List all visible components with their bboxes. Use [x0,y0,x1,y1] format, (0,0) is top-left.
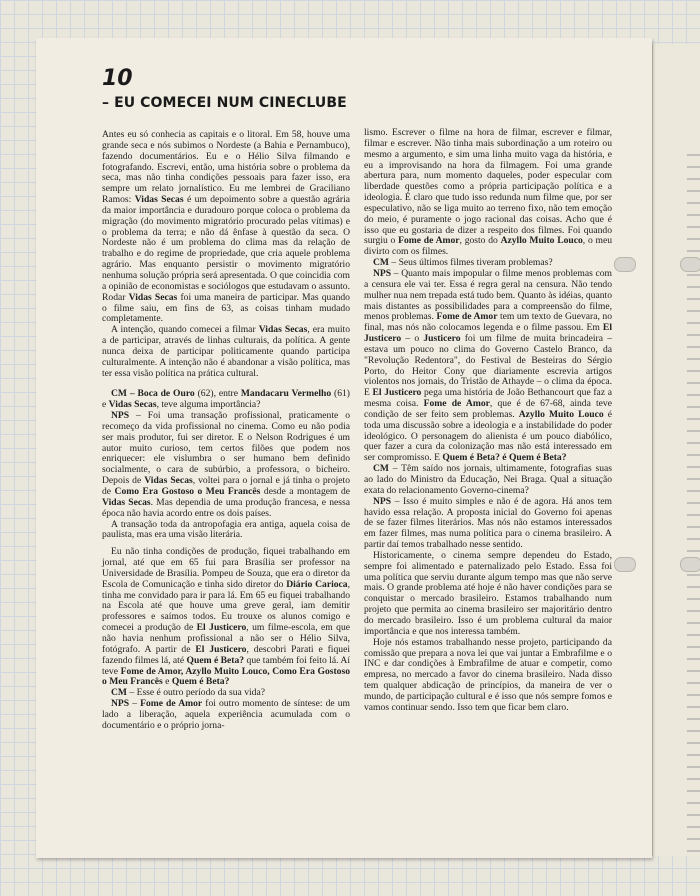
text-run: e [162,676,172,688]
bold-text: Fome de Amor [140,698,203,710]
text-run: A transação toda da antropofagia era antiga, aquela coisa de paulista, mas era uma visão literária. [102,518,350,541]
bold-text: Fome de Amor, Azyllo Muito Louco, Como Era Gostoso o Meu Francês [102,665,350,688]
adjacent-page-edge [652,44,700,856]
text-run: , voltei para o jornal e já tinha o projeto de [102,475,350,497]
text-run: , gosto do [459,235,501,247]
bold-text: Fome de Amor [436,311,498,323]
text-run: Eu não tinha condições de produção, fiquei trabalhando em jornal, até que em 65 fui para Brasília ser professor na Universidade de Brasília. Pompeu de Souza, que era o diretor da Escola de Comunicação e tinha sido diretor do [102,546,350,590]
text-run: foi um filme de muita brincadeira – estava um pouco no clima do Governo Castelo Branco, da "Revolução Redentora", do Festival de Besteiras do Sérgio Porto, do Heitor Cony que diariamente escrevia artigos violentos nos jornais, do Tristão de Athayde – o clima da época. E [364,333,613,399]
bold-text: El Justicero [196,622,247,634]
article-title: – EU COMECEI NUM CINECLUBE [102,95,347,111]
paragraph [364,638,612,714]
bold-text: El Justicero [195,643,247,655]
text-run: – Quanto mais impopular o filme menos problemas com a censura ele vai ter. Essa é regra geral na censura. Não tendo mulher nua nem trepada está tudo bem. Quanto às idéias, quanto mais distantes as possibilidades para a compreensão do filme, menos problemas. [364,267,612,323]
paragraph [102,389,350,411]
paragraph [364,128,612,258]
bold-text: NPS [373,267,392,279]
page-number: 10 [102,66,133,91]
text-run: Hoje nós estamos trabalhando nesse projeto, participando da comissão que prepara a nova lei que vai juntar a Embrafilme e o INC e dar condições à Embrafilme de atuar e competir, como empresa, no mercado a favor do cinema brasileiro. Nada disso tem qualquer abdicação de princípios, da maneira de ver o mundo, de participação cultural e é isso que nós sempre fomos e vamos continuar sendo. Isso tem que ficar bem claro. [364,636,612,713]
paragraph [102,547,350,688]
bold-text: Diário Carioca [286,578,348,590]
paragraph [364,497,612,551]
bold-text: Azyllo Muito Louco [518,408,604,420]
paragraph [364,551,612,638]
text-run: , era muito a de participar, através de linhas culturais, da política. A gente nunca deixa de participar politicamente quando participa culturalmente. A intenção não é abandonar a visão política, mas ter essa visão política na prática cultural. [102,324,350,379]
paragraph [102,520,350,542]
bold-text: Vidas Secas [108,399,157,411]
text-run: lismo. Escrever o filme na hora de filmar, escrever e filmar, filmar e escrever. Não tinha mais subordinação a um roteiro ou mesmo a argumento, e sim uma linha muito vaga da história, e eu a improvisando na hora da filmagem. Foi uma grande abertura para, num momento daqueles, poder especular com liberdade questões como a própria participação política e a ideologia. É claro que tudo isso redunda num filme que, por ser especulativo, não se liga muito ao terreno fixo, não tem emoção do meio, é puramente o jogo racional das coisas. Acho que é isso que eu gostaria de dizer a respeito dos filmes. Foi quando surgiu o [364,127,612,247]
bold-text: Fome de Amor [398,235,460,247]
binder-hole [680,557,700,572]
bold-text: El Justicero [372,387,422,399]
bold-text: CM – Boca de Ouro [111,388,195,400]
bold-text: Vidas Secas [258,324,308,336]
binder-hole [614,557,636,572]
bold-text: NPS [111,698,130,710]
document-page [36,38,652,858]
bold-text: CM [373,463,389,475]
bold-text: Vidas Secas [144,475,193,487]
bold-text: Quem é Beta? [186,654,245,666]
paragraph [102,699,350,732]
text-run: que também foi feito lá. Aí teve [102,654,350,677]
text-run: (62), entre [194,388,241,400]
bold-text: Quem é Beta? [171,676,230,688]
text-run: (61) e [102,388,350,411]
text-run: – Têm saído nos jornais, ultimamente, fotografias suas ao lado do Ministro da Educação, Nei Braga. Qual a situação exata do relacionamento Governo-cinema? [364,463,612,496]
bold-text: Fome de Amor [423,398,490,410]
text-run: Historicamente, o cinema sempre dependeu do Estado, sempre foi alimentado e paternalizado pelo Estado. Essa foi uma política que serviu durante algum tempo mas que não serve mais. O grande problema até hoje é não haver condições para se conquistar o mercado brasileiro. Estamos trabalhando num projeto que permita ao cinema brasileiro ser majoritário dentro do mercado brasileiro. Isso é um problema cultural da maior importância e que nos interessa também. [364,549,612,637]
text-run: é um depoimento sobre a questão agrária da maior importância e duradouro porque coloca o problema da migração (do movimento migratório procurado pelas vítimas) e o problema da terra; e não dá ênfase à questão da seca. O Nordeste não é um problema do clima mas da relação de trabalho e do regime de propriedade, que cria aquele problema agrário. Mas enquanto persistir o movimento migratório nenhuma solução própria será apresentada. O que coincidia com a opinião de economistas e sociólogos que estudavam o assunto. Rodar [102,194,351,303]
binder-hole [614,257,636,272]
text-run: , tinha me convidado para ir para lá. Em 65 eu fiquei trabalhando na Escola até que houve uma greve geral, iam demitir professores e saímos todos. Eu trouxe os alunos comigo e comecei a produção de [102,578,350,634]
text-run: . Mas dependia de uma produção francesa, e nessa época não havia acordo entre os dois países. [102,496,350,519]
text-run: – Foi uma transação profissional, praticamente o recomeço da vida profissional no cinema. Como eu não podia ser mais produtor, fui ser diretor. E o Nelson Rodrigues é um autor muito curioso, tem certos filões que podem nos enriquecer: ele vislumbra o ser humano bem definido socialmente, o cara de subúrbio, a professora, o bicheiro. Depois de [102,410,350,487]
text-run: A intenção, quando comecei a filmar [111,324,259,336]
bold-text: Vidas Secas [102,496,151,508]
text-run: Antes eu só conhecia as capitais e o litoral. Em 58, houve uma grande seca e nós subimos o Nordeste (a Bahia e Pernambuco), fazendo documentários. Eu e o Hélio Silva filmando e fotografando. Escrevi, então, uma história sobre o problema da seca, mas não tinha condições pessoais para fazer isso, era sempre um relato jornalístico. Eu me lembrei de Graciliano Ramos: [102,129,350,206]
text-run: foi uma maneira de participar. Mas quando o filme saiu, em fins de 63, as coisas tinham mudado completamente. [102,291,350,325]
paragraph [102,130,350,325]
text-run: , o meu divirto com os filmes. [364,235,612,258]
bold-text: CM [373,257,389,269]
paragraph [102,325,350,379]
paragraph [102,411,350,519]
binder-hole [680,257,700,272]
bold-text: Como Era Gostoso o Meu Francês [114,486,261,497]
bold-text: Justicero [423,333,461,345]
text-run: – o [401,333,424,345]
paragraph [364,464,612,497]
paragraph [364,269,612,464]
text-run: – [129,698,141,710]
text-run: , descobri Parati e fiquei fazendo filmes lá, até [102,643,350,666]
bold-text: NPS [111,410,130,422]
left-column [102,130,350,732]
bold-text: El Justicero [364,322,612,345]
bold-text: Vidas Secas [134,194,184,206]
text-run: , teve alguma importância? [156,399,261,411]
text-run: foi outro momento de síntese: de um lado a liberação, aquela experiência acumulada com o documentário e o próprio jorna- [102,698,351,731]
bold-text: NPS [373,495,392,507]
bold-text: Azyllo Muito Louco [500,235,583,247]
text-run: tem um texto de Guevara, no final, mas nós não colocamos legenda e o filme passou. Em [364,311,612,334]
text-run: – Isso é muito simples e não é de agora. Há anos tem havido essa relação. A proposta inicial do Governo foi apenas de se fazer filmes literários. Mas nós não estamos interessados em fazer filmes, mas numa política para o cinema brasileiro. A partir daí temos trabalhado nesse sentido. [364,495,612,551]
bold-text: Vidas Secas [128,291,178,303]
text-run: – Esse é outro período da sua vida? [126,687,265,699]
text-run: é toda uma discussão sobre a ideologia e a instabilidade do poder ideológico. O personagem do alienista é um pouco diabólico, quer fazer a cura da colonização mas não está interessado em ser compromisso. E [364,408,612,464]
right-column [364,128,612,714]
text-run: , que é de 67-68, ainda teve condição de ser feito sem problemas. [364,398,612,420]
text-run: – Seus últimos filmes tiveram problemas? [388,257,553,269]
bold-text: Quem é Beta? é Quem é Beta? [442,452,567,464]
bold-text: Mandacaru Vermelho [240,388,332,400]
bold-text: CM [111,687,127,699]
text-run: pega uma história de João Bethancourt que faz a mesma coisa. [364,387,612,410]
text-run: , um filme-escola, em que não havia nenhum profissional a não ser o Hélio Silva, fotógrafo. A partir de [102,622,351,655]
text-run: desde a montagem de [260,486,350,497]
